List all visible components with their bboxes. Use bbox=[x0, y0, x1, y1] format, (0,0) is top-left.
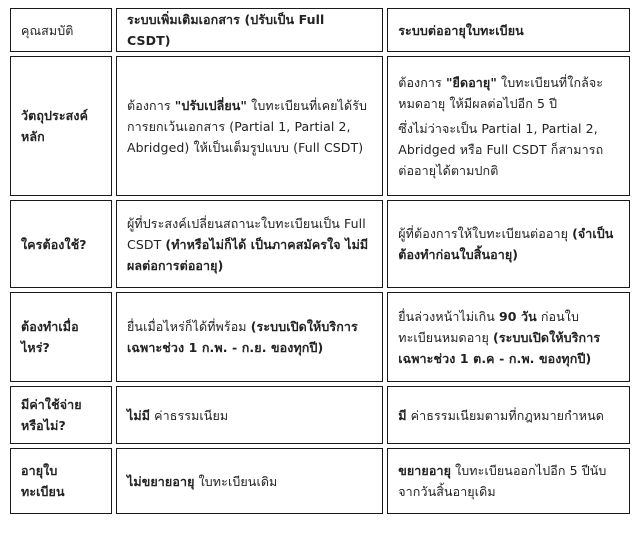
cell-text: ใบทะเบียนที่ใกล้จะหมดอายุ ให้มีผลต่อไปอีก 5 ปี bbox=[398, 74, 604, 111]
cell-text: ค่าธรรมเนียม bbox=[150, 407, 229, 423]
cell-paragraph bbox=[398, 72, 619, 114]
row-label-when: ต้องทำเมื่อไหร่? bbox=[10, 292, 112, 382]
cell-text: ใบทะเบียนออกไปอีก 5 ปีนับจากวันสิ้นอายุเดิม bbox=[398, 463, 607, 499]
cell-text: ค่าธรรมเนียมตามที่กฎหมายกำหนด bbox=[406, 407, 604, 423]
cell-emphasis: มี bbox=[398, 407, 407, 423]
cell-text: ยื่นล่วงหน้าไม่เกิน bbox=[398, 308, 499, 324]
cell-paragraph: ซึ่งไม่ว่าจะเป็น Partial 1, Partial 2, Abridged หรือ Full CSDT ก็สามารถต่ออายุได้ตามปกติ bbox=[398, 120, 604, 178]
cell-text: ใบทะเบียนเดิม bbox=[194, 473, 278, 489]
comparison-table bbox=[6, 4, 634, 518]
cell-when-renewal bbox=[387, 292, 630, 382]
row-label-objective: วัตถุประสงค์หลัก bbox=[10, 56, 112, 196]
table-row-who bbox=[10, 200, 630, 288]
cell-cost-renewal bbox=[387, 386, 630, 444]
cell-validity-csdt bbox=[116, 448, 383, 514]
cell-emphasis: ไม่ขยายอายุ bbox=[127, 473, 195, 489]
table-row-validity bbox=[10, 448, 630, 514]
table-row-cost bbox=[10, 386, 630, 444]
cell-text: ผู้ที่ต้องการให้ใบทะเบียนต่ออายุ bbox=[398, 226, 573, 241]
cell-text: ต้องการ bbox=[127, 97, 175, 113]
cell-objective-renewal bbox=[387, 56, 630, 196]
row-label-cost: มีค่าใช้จ่ายหรือไม่? bbox=[10, 386, 112, 444]
cell-emphasis: (ระบบเปิดให้บริการเฉพาะช่วง 1 ก.พ. - ก.ย. ของทุกปี) bbox=[127, 319, 358, 355]
cell-emphasis: (จำเป็นต้องทำก่อนใบสิ้นอายุ) bbox=[398, 226, 614, 262]
row-label-who: ใครต้องใช้? bbox=[10, 200, 112, 288]
cell-objective-csdt bbox=[116, 56, 383, 196]
cell-emphasis: ขยายอายุ bbox=[398, 463, 451, 478]
table-row-objective bbox=[10, 56, 630, 196]
cell-text: ยื่นเมื่อไหร่ก็ได้ที่พร้อม bbox=[127, 319, 251, 334]
cell-text: ก่อนใบทะเบียนหมดอายุ bbox=[398, 308, 580, 345]
cell-text: ผู้ที่ประสงค์เปลี่ยนสถานะใบทะเบียนเป็น Full CSDT bbox=[127, 215, 366, 252]
cell-text: ต้องการ bbox=[398, 74, 446, 90]
cell-validity-renewal bbox=[387, 448, 630, 514]
header-attribute: คุณสมบัติ bbox=[10, 8, 112, 52]
header-system-full-csdt: ระบบเพิ่มเติมเอกสาร (ปรับเป็น Full CSDT) bbox=[116, 8, 383, 52]
cell-emphasis: "ยืดอายุ" bbox=[445, 74, 497, 90]
cell-when-csdt bbox=[116, 292, 383, 382]
cell-emphasis: (ทำหรือไม่ก็ได้ เป็นภาคสมัครใจ ไม่มีผลต่อการต่ออายุ) bbox=[127, 236, 369, 273]
cell-emphasis: (ระบบเปิดให้บริการเฉพาะช่วง 1 ต.ค - ก.พ. ของทุกปี) bbox=[398, 329, 601, 366]
table-row-when bbox=[10, 292, 630, 382]
cell-emphasis: 90 วัน bbox=[498, 308, 537, 324]
header-system-renewal: ระบบต่ออายุใบทะเบียน bbox=[387, 8, 630, 52]
cell-who-csdt bbox=[116, 200, 383, 288]
header-row bbox=[10, 8, 630, 52]
cell-cost-csdt bbox=[116, 386, 383, 444]
cell-emphasis: ไม่มี bbox=[127, 407, 151, 423]
cell-emphasis: "ปรับเปลี่ยน" bbox=[174, 97, 248, 113]
cell-who-renewal bbox=[387, 200, 630, 288]
row-label-validity: อายุใบทะเบียน bbox=[10, 448, 112, 514]
cell-text: ใบทะเบียนที่เคยได้รับการยกเว้นเอกสาร (Partial 1, Partial 2, Abridged) ให้เป็นเต็มรูปแบบ (Full CSDT) bbox=[127, 97, 368, 155]
